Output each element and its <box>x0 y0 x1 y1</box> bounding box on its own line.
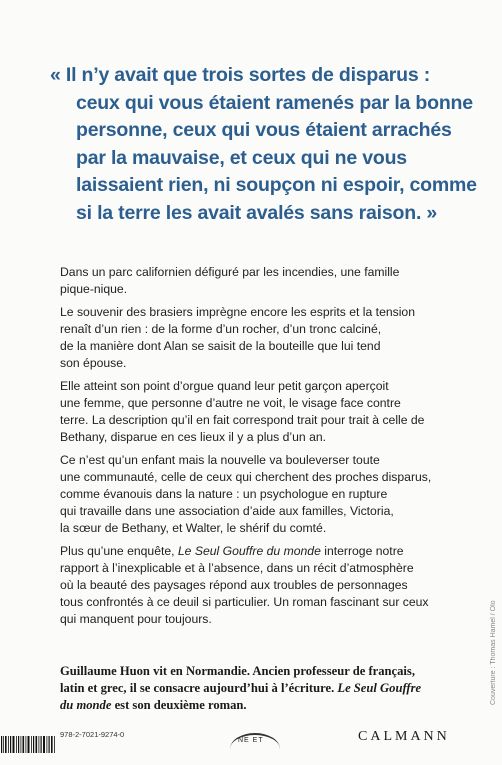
bio-line: Guillaume Huon vit en Normandie. Ancien professeur de français, <box>60 664 415 678</box>
summary-line: terre. La description qu’il en fait correspond trait pour trait à celle de <box>60 413 425 427</box>
summary-line: tous confrontés à ce deuil si particulier. Un roman fascinant sur ceux <box>60 595 429 609</box>
summary-line: où la beauté des paysages répond aux troubles de personnages <box>60 578 408 592</box>
barcode <box>0 728 150 753</box>
summary-paragraph <box>60 452 455 537</box>
summary-line: qui manquent pour toujours. <box>60 612 212 626</box>
publisher-seal-logo <box>230 733 280 765</box>
summary-paragraph <box>60 304 455 372</box>
summary-line <box>60 543 455 560</box>
book-title-italic: du monde <box>60 698 112 712</box>
book-title-italic: Le Seul Gouffre du monde <box>177 544 321 558</box>
summary-paragraph <box>60 543 455 628</box>
summary-paragraph <box>60 378 455 446</box>
summary-line: Dans un parc californien défiguré par les incendies, une famille <box>60 265 400 279</box>
cover-credit: Couverture : Thomas Hamel / Olo <box>490 600 497 705</box>
quote-line: par la mauvaise, et ceux qui ne vous <box>76 146 407 169</box>
barcode-bars-icon <box>0 736 58 753</box>
quote-line: « Il n’y avait que trois sortes de disparus : <box>50 64 431 86</box>
book-summary <box>60 264 455 634</box>
isbn-number: 978-2-7021-9274-0 <box>60 730 125 739</box>
summary-line: une communauté, celle de ceux qui cherchent des proches disparus, <box>60 470 432 484</box>
summary-line: renaît d’un rien : de la forme d’un rocher, d’un tronc calciné, <box>60 322 382 336</box>
summary-line: de la manière dont Alan se saisit de la bouteille que lui tend <box>60 339 381 353</box>
summary-line: Bethany, disparue en ces lieux il y a plus d’un an. <box>60 430 327 444</box>
author-bio <box>60 663 470 714</box>
publisher-name: CALMANN <box>358 729 450 744</box>
summary-line: qui travaille dans une association d’aide aux familles, Victoria, <box>60 504 394 518</box>
summary-line: pique-nique. <box>60 282 128 296</box>
summary-text: Plus qu’une enquête, <box>60 544 178 558</box>
bio-line <box>60 680 470 697</box>
summary-line: comme évanouis dans la nature : un psychologue en rupture <box>60 487 388 501</box>
summary-line: rapport à l’inexplicable et à l’absence, dans un récit d’atmosphère <box>60 561 414 575</box>
summary-line: une femme, que personne d’autre ne voit, le visage face contre <box>60 396 401 410</box>
quote-line: personne, ceux qui vous étaient arrachés <box>76 119 452 141</box>
quote-line: laissaient rien, ni soupçon ni espoir, comme <box>76 174 477 196</box>
summary-line: la sœur de Bethany, et Walter, le shérif du comté. <box>60 521 327 535</box>
bio-text: est son deuxième roman. <box>111 698 247 712</box>
book-title-italic: Le Seul Gouffre <box>337 681 422 695</box>
summary-line: Elle atteint son point d’orgue quand leur petit garçon aperçoit <box>60 379 389 393</box>
summary-line: son épouse. <box>60 356 127 370</box>
summary-line: Ce n’est qu’un enfant mais la nouvelle va bouleverser toute <box>60 453 380 467</box>
seal-text: NE ET <box>238 737 264 744</box>
summary-line: Le souvenir des brasiers imprègne encore les esprits et la tension <box>60 305 415 319</box>
summary-paragraph <box>60 264 455 298</box>
bio-text: latin et grec, il se consacre aujourd’hui à l’écriture. <box>60 681 338 695</box>
pull-quote <box>50 62 477 227</box>
summary-text: interroge notre <box>320 544 404 558</box>
quote-line: si la terre les avait avalés sans raison. » <box>76 201 438 224</box>
bio-line <box>60 697 470 714</box>
quote-line: ceux qui vous étaient ramenés par la bonne <box>76 91 473 114</box>
